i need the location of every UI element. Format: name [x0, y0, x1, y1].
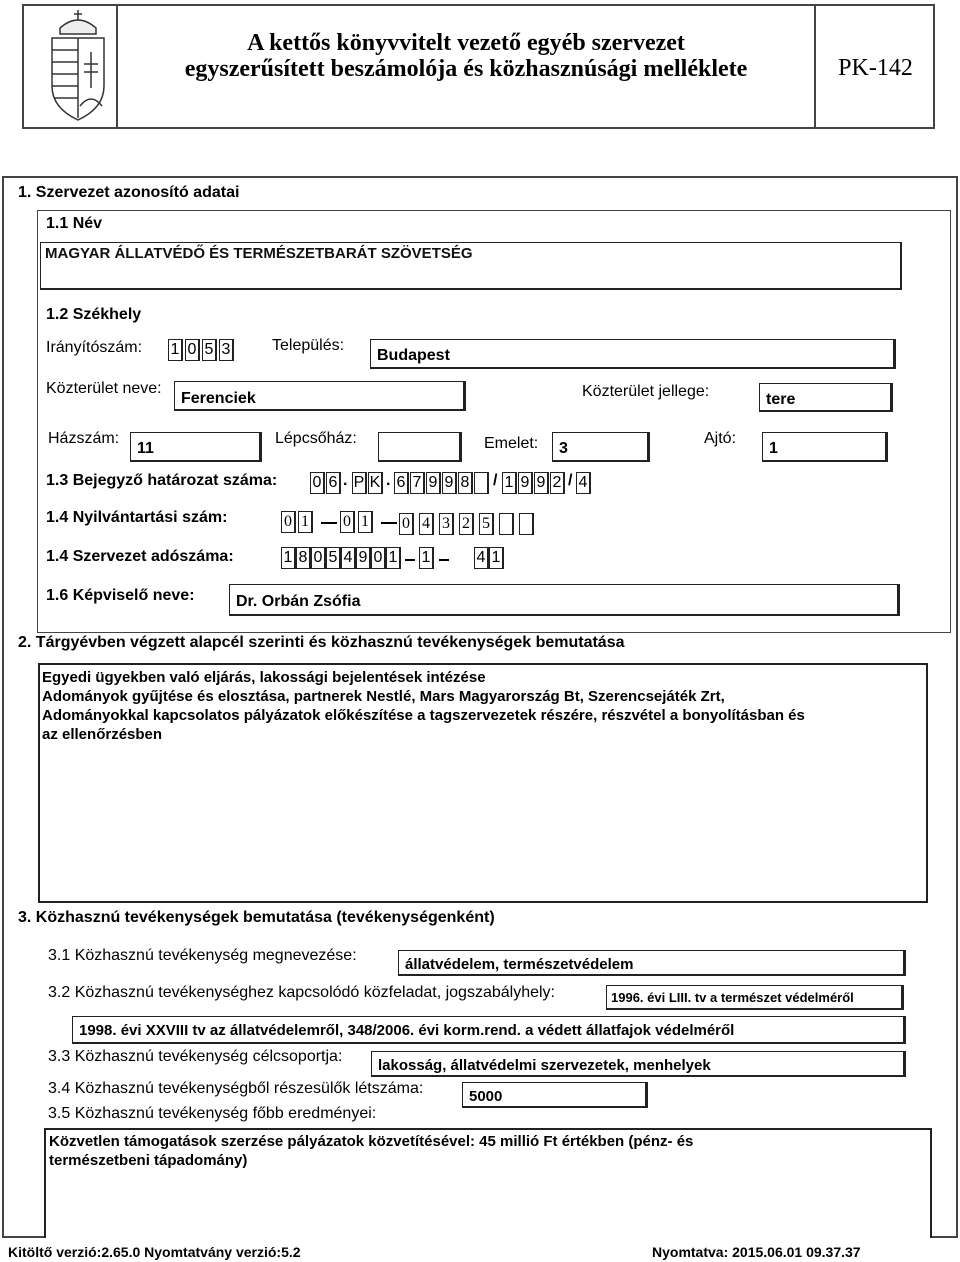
door-label: Ajtó:	[704, 430, 737, 447]
tax-digit: 0	[311, 547, 326, 569]
tax-digit: 8	[296, 547, 311, 569]
version-info: Kitöltő verzió:2.65.0 Nyomtatvány verzió:5.2	[8, 1244, 301, 1260]
reg-number-dash	[381, 522, 397, 524]
reg-decision-field[interactable]	[310, 472, 610, 498]
reg-decision-char: K	[368, 472, 383, 494]
name-field[interactable]	[40, 242, 902, 290]
form-title	[118, 30, 814, 82]
reg-number-char: 1	[358, 511, 373, 533]
reg-decision-char: P	[352, 472, 367, 494]
stair-field[interactable]	[378, 432, 462, 462]
results-label: 3.5 Közhasznú tevékenység főbb eredményei:	[48, 1105, 377, 1122]
activity-line: Adományok gyűjtése és elosztása, partnerek Nestlé, Mars Magyarország Bt, Szerencsejáték Zrt,	[42, 688, 725, 705]
door-field[interactable]: 1	[762, 432, 888, 462]
tax-digit: 4	[474, 547, 489, 569]
reg-number-char: 0	[399, 513, 414, 535]
section2-title: 2. Tárgyévben végzett alapcél szerinti és közhasznú tevékenységek bemutatása	[18, 634, 625, 651]
reg-number-field[interactable]	[281, 511, 541, 537]
house-label: Házszám:	[48, 430, 120, 447]
public-task-field[interactable]: 1996. évi LIII. tv a természet védelméről	[606, 985, 904, 1010]
tax-number-field[interactable]	[281, 547, 511, 573]
target-group-label: 3.3 Közhasznú tevékenység célcsoportja:	[48, 1048, 343, 1065]
form-title-line1: A kettős könyvvitelt vezető egyéb szervezet	[247, 30, 685, 56]
section1-title: 1. Szervezet azonosító adatai	[18, 184, 240, 201]
reg-number-dash	[321, 522, 337, 524]
tax-number-dash	[439, 559, 449, 561]
activity-line: Adományokkal kapcsolatos pályázatok előkészítése a tagszervezetek részére, részvétel a bonyolításban és	[42, 707, 805, 724]
tax-digit: 9	[356, 547, 371, 569]
reg-number-char	[499, 513, 514, 535]
zip-field[interactable]	[168, 339, 238, 365]
section3-title: 3. Közhasznú tevékenységek bemutatása (tevékenységenként)	[18, 909, 495, 926]
city-label: Település:	[272, 337, 345, 354]
reg-decision-char: 4	[576, 472, 591, 494]
reg-decision-char: 6	[394, 472, 409, 494]
tax-digit: 1	[419, 547, 434, 569]
tax-digit: 0	[371, 547, 386, 569]
house-field[interactable]: 11	[130, 432, 262, 462]
reg-number-char: 2	[459, 513, 474, 535]
reg-decision-separator: .	[343, 472, 348, 489]
reg-decision-char: 6	[326, 472, 341, 494]
zip-digit: 0	[185, 339, 200, 361]
results-textarea[interactable]	[44, 1128, 932, 1238]
reg-decision-char: 9	[442, 472, 457, 494]
hungarian-coat-of-arms-icon	[42, 8, 114, 124]
tax-digit: 5	[326, 547, 341, 569]
activities-textarea[interactable]	[38, 663, 928, 903]
zip-digit: 5	[202, 339, 217, 361]
reg-decision-char: 9	[426, 472, 441, 494]
reg-decision-char: 7	[410, 472, 425, 494]
reg-number-char: 1	[298, 511, 313, 533]
reg-decision-char: 1	[502, 472, 517, 494]
name-label: 1.1 Név	[46, 215, 103, 232]
results-line: természetbeni tápadomány)	[49, 1152, 248, 1169]
public-task-label: 3.2 Közhasznú tevékenységhez kapcsolódó közfeladat, jogszabályhely:	[48, 984, 555, 1001]
city-field[interactable]: Budapest	[370, 339, 896, 369]
reg-decision-separator: .	[386, 472, 391, 489]
activity-line: az ellenőrzésben	[42, 726, 163, 743]
activity-line: Egyedi ügyekben való eljárás, lakossági bejelentések intézése	[42, 669, 486, 686]
zip-digit: 3	[219, 339, 234, 361]
form-code: PK-142	[838, 55, 913, 81]
target-group-field[interactable]: lakosság, állatvédelmi szervezetek, menhelyek	[371, 1051, 906, 1077]
public-task-field-continued[interactable]: 1998. évi XXVIII tv az állatvédelemről, 348/2006. évi korm.rend. a védett állatfajok védelméről	[72, 1016, 906, 1044]
reg-number-char: 0	[281, 511, 296, 533]
reg-number-char: 3	[439, 513, 454, 535]
tax-digit: 1	[281, 547, 296, 569]
tax-digit: 1	[386, 547, 401, 569]
reg-decision-char: 2	[550, 472, 565, 494]
reg-decision-separator: /	[493, 472, 498, 489]
representative-label: 1.6 Képviselő neve:	[46, 587, 195, 604]
reg-number-char: 4	[419, 513, 434, 535]
form-title-line2: egyszerűsített beszámolója és közhasznúsági melléklete	[184, 56, 748, 82]
reg-number-char: 0	[340, 511, 355, 533]
zip-digit: 1	[168, 339, 183, 361]
floor-label: Emelet:	[484, 435, 539, 452]
zip-label: Irányítószám:	[46, 339, 143, 356]
tax-number-dash	[405, 559, 415, 561]
representative-field[interactable]: Dr. Orbán Zsófia	[229, 584, 900, 616]
reg-decision-char: 9	[518, 472, 533, 494]
reg-number-label: 1.4 Nyilvántartási szám:	[46, 509, 228, 526]
activity-name-field[interactable]: állatvédelem, természetvédelem	[398, 950, 906, 976]
reg-decision-label: 1.3 Bejegyző határozat száma:	[46, 472, 278, 489]
results-line: Közvetlen támogatások szerzése pályázatok közvetítésével: 45 millió Ft értékben (pénz- és	[49, 1133, 694, 1150]
street-field[interactable]: Ferenciek	[174, 381, 466, 411]
reg-decision-char	[474, 472, 489, 494]
reg-decision-char: 9	[534, 472, 549, 494]
reg-decision-char: 8	[458, 472, 473, 494]
reg-decision-char: 0	[310, 472, 325, 494]
beneficiaries-field[interactable]: 5000	[462, 1082, 648, 1108]
seat-label: 1.2 Székhely	[46, 306, 142, 323]
reg-number-char: 5	[479, 513, 494, 535]
reg-number-char	[519, 513, 534, 535]
stair-label: Lépcsőház:	[275, 430, 357, 447]
activity-name-label: 3.1 Közhasznú tevékenység megnevezése:	[48, 947, 357, 964]
floor-field[interactable]: 3	[552, 432, 650, 462]
print-timestamp: Nyomtatva: 2015.06.01 09.37.37	[652, 1244, 861, 1260]
tax-digit: 4	[341, 547, 356, 569]
tax-digit: 1	[489, 547, 504, 569]
beneficiaries-label: 3.4 Közhasznú tevékenységből részesülők létszáma:	[48, 1080, 424, 1097]
tax-number-label: 1.4 Szervezet adószáma:	[46, 548, 234, 565]
street-type-field[interactable]: tere	[759, 383, 893, 412]
street-type-label: Közterület jellege:	[582, 383, 710, 400]
name-value: MAGYAR ÁLLATVÉDŐ ÉS TERMÉSZETBARÁT SZÖVETSÉG	[45, 245, 473, 262]
street-label: Közterület neve:	[46, 380, 162, 397]
reg-decision-separator: /	[568, 472, 573, 489]
